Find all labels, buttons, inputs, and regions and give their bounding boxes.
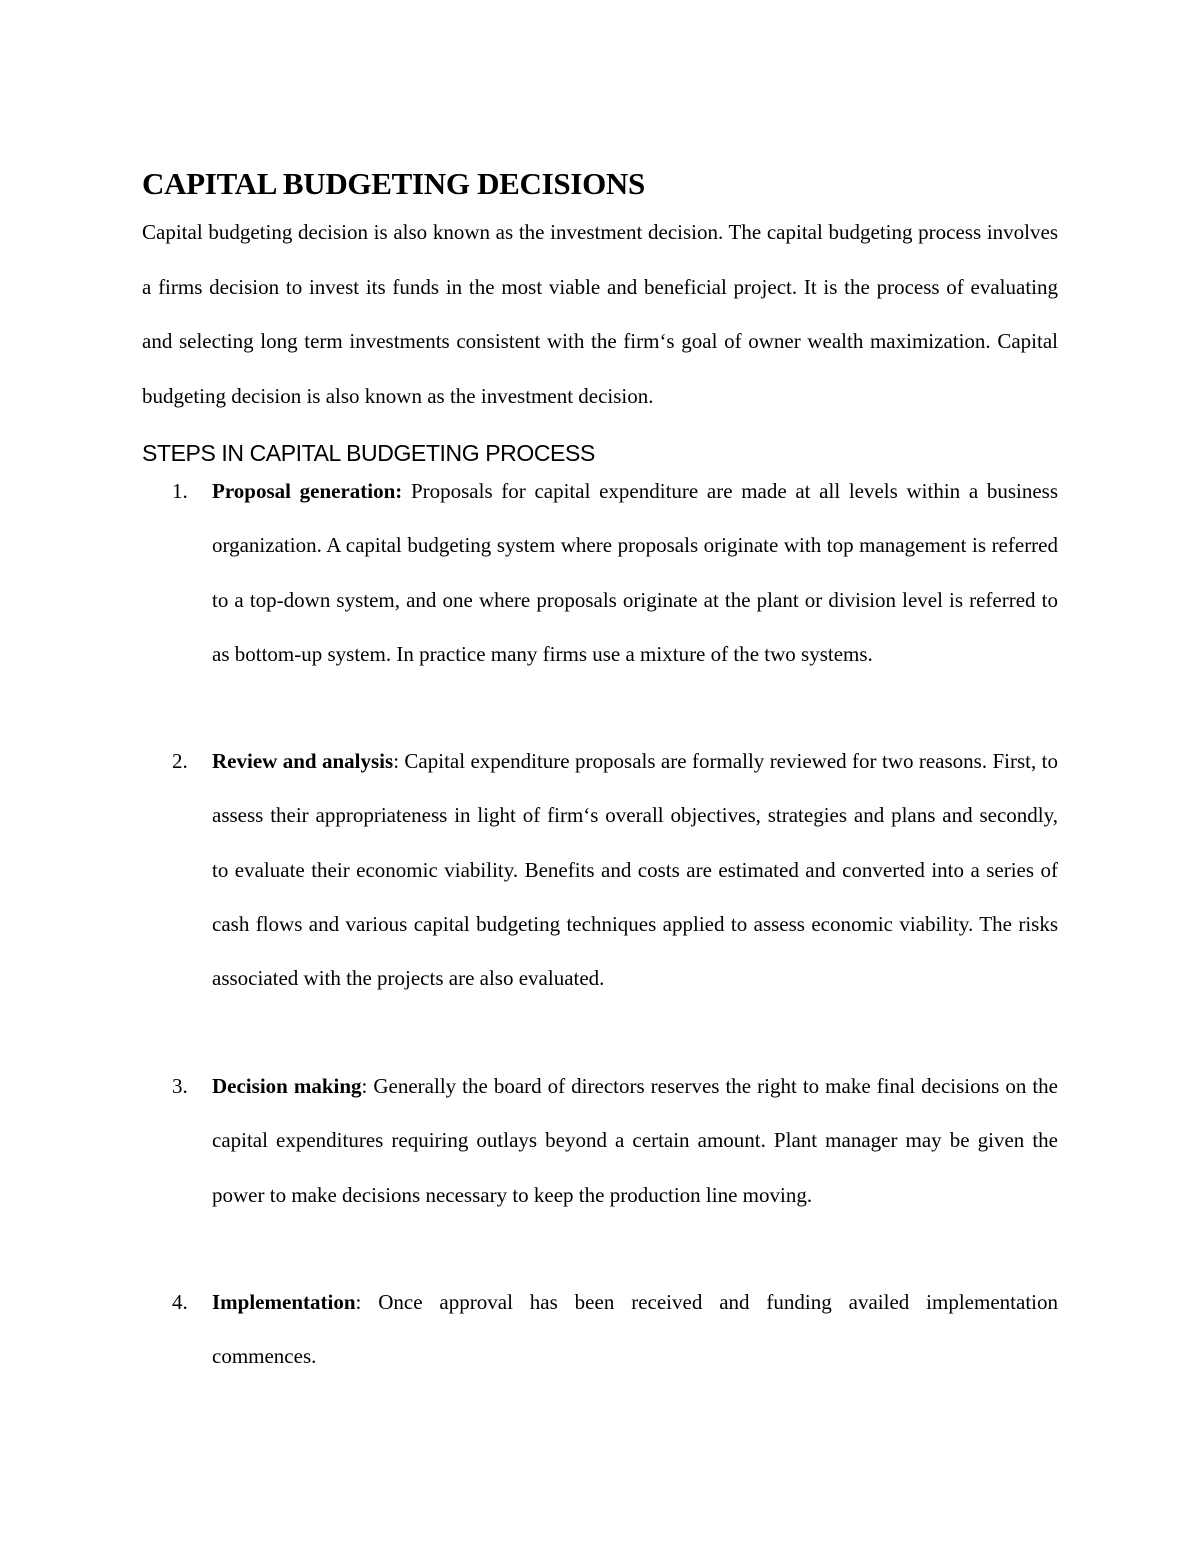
- list-item-text: : Once approval has been received and funding availed implementation commences.: [212, 1290, 1058, 1369]
- list-item: [172, 464, 1058, 681]
- list-item-text: : Generally the board of directors reserves the right to make final decisions on the capital expenditures requiring outlays beyond a certain amount. Plant manager may be given the power to make decisions necessary to keep the production line moving.: [212, 1074, 1058, 1207]
- list-item-term: Proposal generation:: [212, 479, 403, 503]
- list-item-term: Decision making: [212, 1074, 362, 1098]
- list-item-number: 4.: [172, 1290, 188, 1314]
- list-item-number: 3.: [172, 1074, 188, 1098]
- intro-paragraph: Capital budgeting decision is also known as the investment decision. The capital budgeting process involves a firms decision to invest its funds in the most viable and beneficial project. It is the process of evaluating and selecting long term investments consistent with the firm‘s goal of owner wealth maximization. Capital budgeting decision is also known as the investment decision.: [142, 220, 1058, 408]
- list-item: [172, 734, 1059, 1005]
- list-item: [172, 1059, 1058, 1222]
- list-item-text: Proposals for capital expenditure are made at all levels within a business organization. A capital budgeting system where proposals originate with top management is referred to a top-down system, and one where proposals originate at the plant or division level is referred to as bottom-up system. In practice many firms use a mixture of the two systems.: [212, 479, 1058, 666]
- list-item: [172, 1275, 1058, 1384]
- list-item-number: 2.: [172, 749, 188, 773]
- page-title: CAPITAL BUDGETING DECISIONS: [142, 166, 645, 201]
- list-item-term: Implementation: [212, 1290, 356, 1314]
- section-heading: STEPS IN CAPITAL BUDGETING PROCESS: [142, 440, 595, 466]
- list-item-text: : Capital expenditure proposals are formally reviewed for two reasons. First, to assess their appropriateness in light of firm‘s overall objectives, strategies and plans and secondly, to evaluate their economic viability. Benefits and costs are estimated and converted into a series of cash flows and various capital budgeting techniques applied to assess economic viability. The risks associated with the projects are also evaluated.: [212, 749, 1059, 991]
- list-item-term: Review and analysis: [212, 749, 394, 773]
- list-item-number: 1.: [172, 479, 188, 503]
